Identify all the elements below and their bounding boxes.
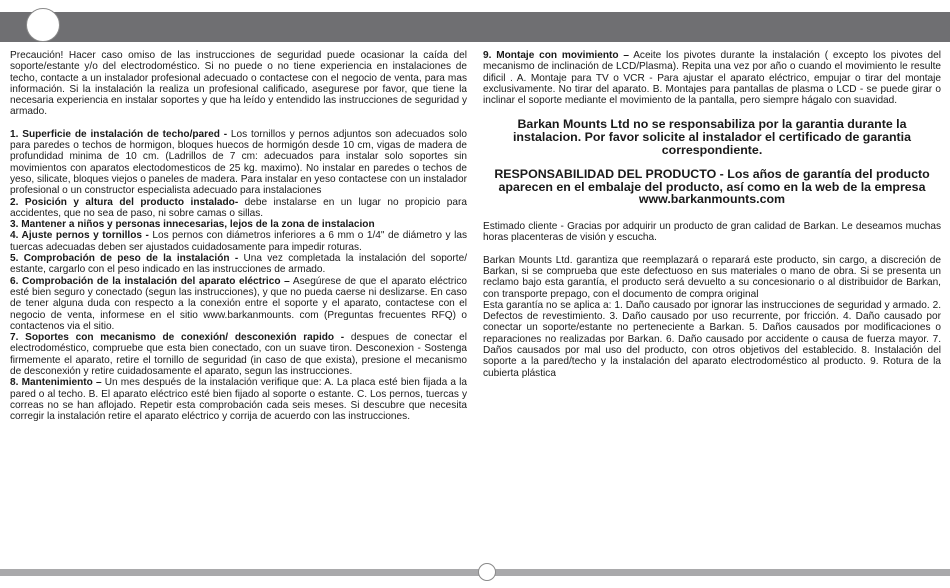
item-6-title: 6. Comprobación de la instalación del aparato eléctrico –: [10, 275, 290, 287]
item-1-text: Los tornillos y pernos adjuntos son adecuados solo para paredes o techos de hormigon, bloques huecos de hormigón desde 10 cm, vigas de madera de profundidad minima de 10 cm. (Ladrillos de 7 cm: adecuados para instalar solo soportes sin movimientos con aparatos electodomesticos de 25 kg. maximo). No instalar en paredes o techos de yeso, silicate, bloques viejos o paneles de madera. Para instalar en yeso contactese con un instalador profesional o un constructor especialista adecuado para instalaciones: [10, 128, 468, 197]
responsibility-notice: RESPONSABILIDAD DEL PRODUCTO - Los años de garantía del producto aparecen en el embalaje del producto, así como en la web de la empresa www.barkanmounts.com: [494, 167, 930, 207]
warranty-notice: Barkan Mounts Ltd no se responsabiliza por la garantia durante la instalacion. Por favor solicite al instalador el certificado de garantia correspondiente.: [512, 117, 911, 157]
item-8-title: 8. Mantenimiento –: [10, 377, 102, 389]
item-9-title: 9. Montaje con movimiento –: [483, 50, 629, 61]
item-9-text: Aceite los pivotes durante la instalación ( excepto los pivotes del mecanismo de inclinación de LCD/Plasma). Repita una vez por año o cuando el movimiento le resulte dificil . A. Montaje para TV o VCR - Para ajustar el aparato eléctrico, empujar o tirar del montaje exclusivamente. No tirar del aparato. B. Montajes para pantallas de plasma o LCD - se puede girar o inclinar el soporte mediante el movimiento de la pantalla, pero siempre hágalo con suavidad.: [483, 50, 941, 107]
item-1: [10, 129, 467, 197]
item-5-title: 5. Comprobación de peso de la instalación -: [10, 253, 239, 265]
page-marker-circle: [26, 8, 60, 42]
item-2: [10, 197, 467, 220]
item-7-text: despues de conectar el electrodoméstico, compruebe que esta bien conectado, con un suave tiron. Desconexion - Sostenga firmemente el aparato, retire el tornillo de seguridad (in caso de que exista), presione el mecanismo de desconexión y retire cuidadosamente el aparato, segun las instrucciones.: [10, 332, 467, 378]
item-6: [10, 276, 467, 332]
item-4: [10, 230, 467, 253]
customer-greeting: Estimado cliente - Gracias por adquirir un producto de gran calidad de Barkan. Le deseamos muchas horas placenteras de visión y escucha.: [483, 221, 941, 244]
item-6-text: Asegúrese de que el aparato eléctrico esté bien seguro y conectado (segun las instrucciones), y que no pueda caerse ni deslizarse. En caso de tener alguna duda con respecto a la conexión entre el soporte y el aparato, contactese con el negocio de venta, informese en el sitio www.barkanmounts. com (Preguntas frecuentes RFQ) o contactenos via el sitio.: [10, 275, 467, 332]
right-column: [483, 50, 941, 379]
item-2-text: debe instalarse en un lugar no propicio para accidentes, que no sea de paso, ni sobre camas o sillas.: [10, 196, 467, 219]
item-3: [10, 219, 467, 230]
item-5-text: Una vez completada la instalación del soporte/ estante, cargarlo con el peso indicado en las instrucciones de armado.: [10, 253, 468, 276]
item-8: [10, 377, 467, 422]
item-3-title: 3. Mantener a niños y personas innecesarias, lejos de la zona de instalacion: [10, 219, 375, 231]
item-1-title: 1. Superficie de instalación de techo/pared -: [10, 128, 228, 140]
precaution-intro: Precaución! Hacer caso omiso de las instrucciones de seguridad puede ocasionar la caída del soporte/estante y/o del electrodoméstico. Si no puede o no tiene experiencia en instalaciones de techo, contacte a un instalador profesional adecuado o contactese con el negocio de venta, para mas información. Si la instalación la realiza un profesional calificado, asegurese por favor, que tiene la necesaria experiencia en instalar soportes y que ha leído y entendido las instrucciones de seguridad y armado.: [10, 50, 467, 118]
item-8-text: Un mes después de la instalación verifique que: A. La placa esté bien fijada a la pared o al techo. B. El aparato eléctrico esté bien fijado al soporte o estante. C. Los pernos, tuercas y correas no se han aflojado. Repetir esta comprobación cada seis meses. Si descubre que necesita corregir la instalación retire el aparato eléctrico y corrija de acuerdo con las instrucciones.: [10, 377, 467, 423]
item-4-title: 4. Ajuste pernos y tornillos -: [10, 230, 149, 242]
item-9: [483, 50, 941, 106]
item-2-title: 2. Posición y altura del producto instalado-: [10, 196, 239, 208]
left-column: [10, 50, 467, 423]
item-4-text: Los pernos con diámetros inferiores a 6 mm o 1/4" de diámetro y las tuercas adecuadas deben ser ajustados cuidadosamente para impedir roturas.: [10, 230, 467, 253]
warranty-exclusions: Esta garantía no se aplica a: 1. Daño causado por ignorar las instrucciones de seguridad y armado. 2. Defectos de revestimiento. 3. Daño causado por uso recurrente, por fricción. 4. Daño causado por conectar un soporte/estante no perteneciente a Barkan. 5. Daños causados por modificaciones o reparaciones no realizadas por Barkan. 6. Daño causado por accidente o causa de fuerza mayor. 7. Daños causados por mal uso del producto, con otros objetivos del establecido. 8. Instalación del soporte a la pared/techo y la instalación del aparato electrodoméstico al producto. 9. Rotura de la cubierta plástica: [483, 299, 941, 379]
warranty-text: Barkan Mounts Ltd. garantiza que reemplazará o reparará este producto, sin cargo, a discreción de Barkan, si se comprueba que este defectuoso en sus materiales o mano de obra. Si se presenta un reclamo bajo esta garantía, el producto será devuelto a su concesionario o al distribuidor de Barkan, con transporte prepago, con el documento de compra original: [483, 254, 941, 300]
footer-marker-circle: [478, 563, 496, 581]
footer-band: [0, 569, 950, 576]
item-5: [10, 253, 467, 276]
header-band: [0, 12, 950, 42]
item-7: [10, 332, 467, 377]
item-7-title: 7. Soportes con mecanismo de conexión/ desconexión rapido -: [10, 332, 345, 344]
